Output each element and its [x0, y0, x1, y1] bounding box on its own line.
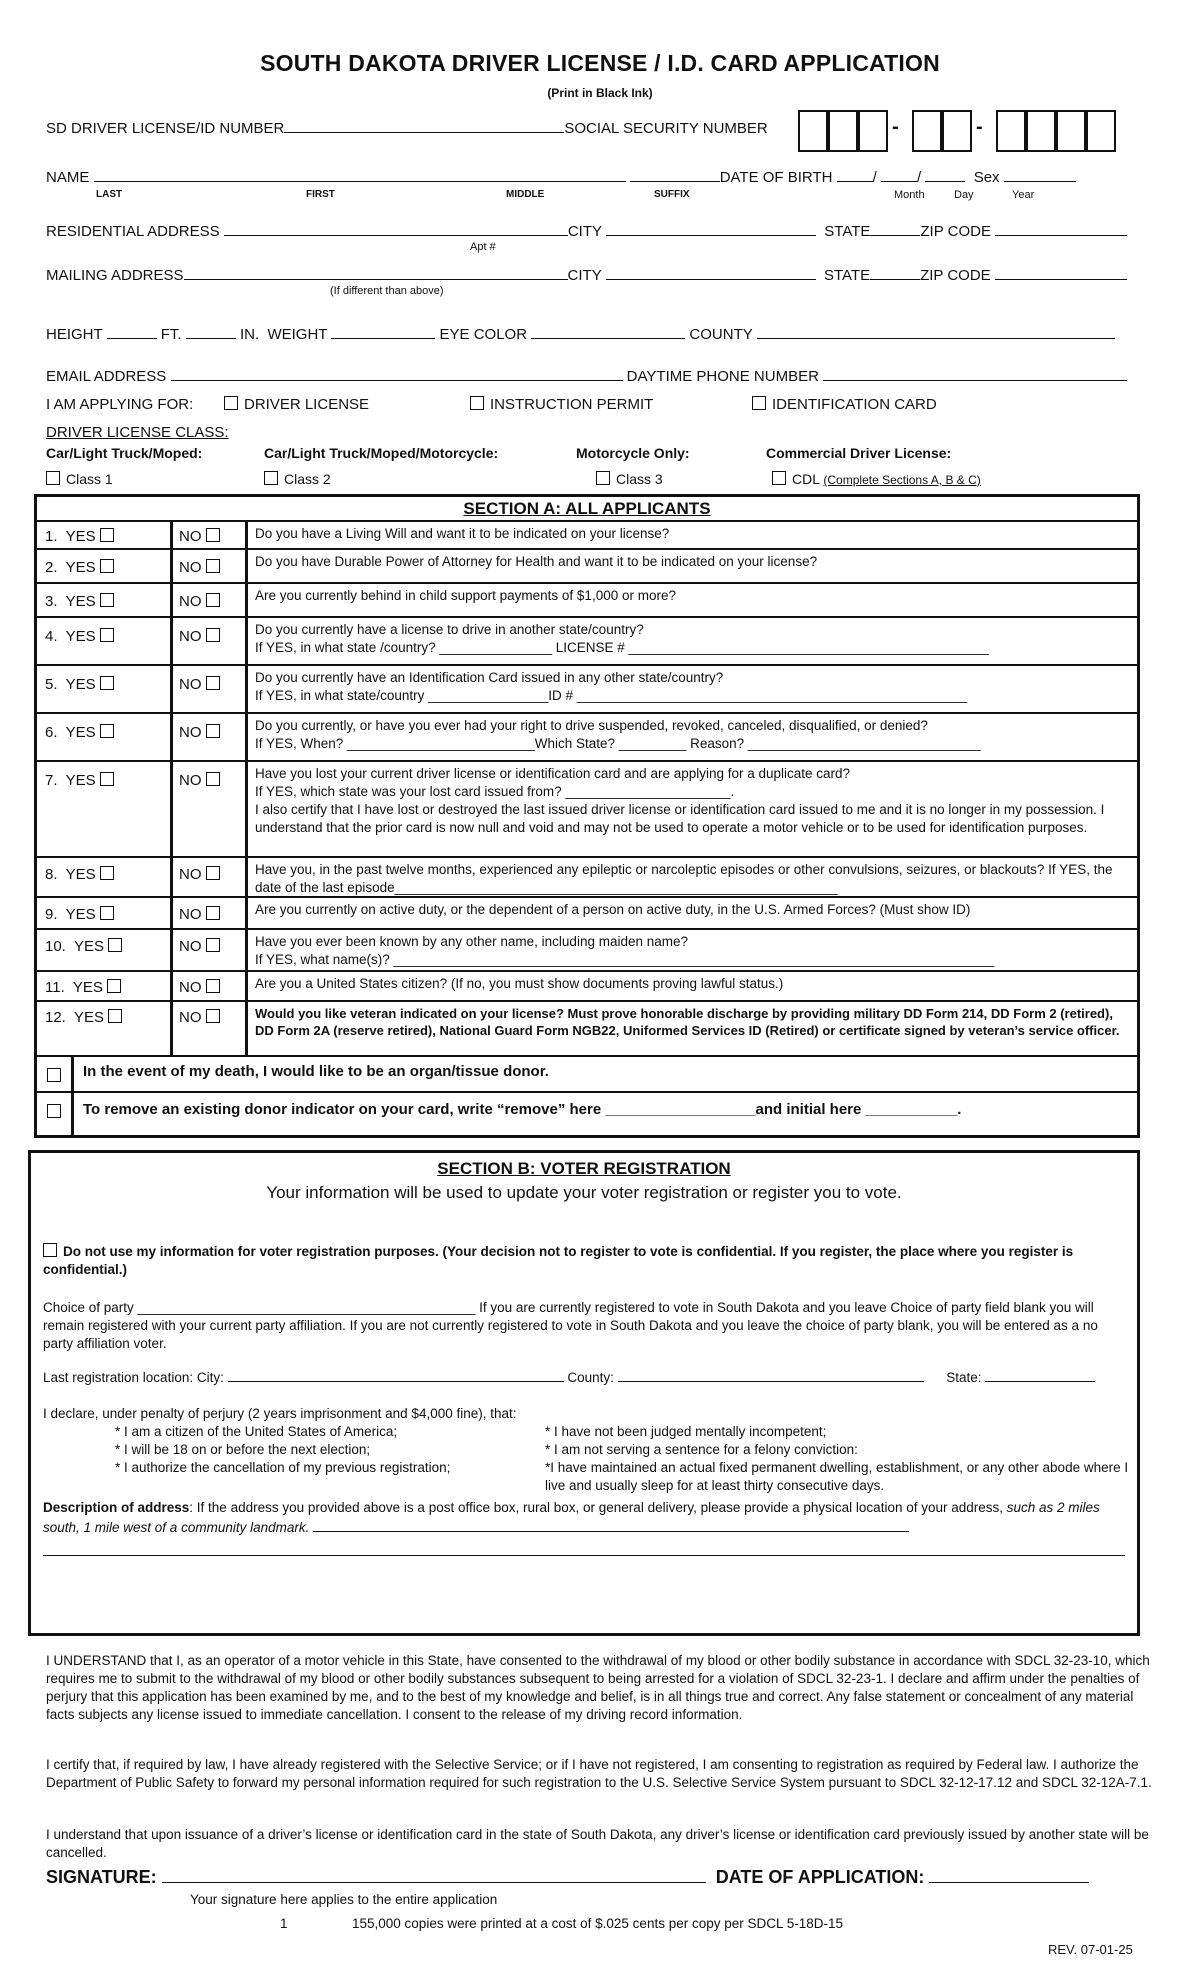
section-a	[34, 494, 1140, 1138]
q10-followup[interactable]: If YES, what name(s)? ________________________________________________________________________________	[255, 952, 995, 967]
checkbox[interactable]	[100, 676, 114, 690]
question-row	[37, 548, 1137, 582]
ssn-digit-box[interactable]	[798, 110, 828, 152]
ssn-label: SOCIAL SECURITY NUMBER	[564, 120, 768, 137]
checkbox[interactable]	[596, 471, 610, 485]
q8-no[interactable]	[179, 866, 226, 883]
checkbox[interactable]	[100, 724, 114, 738]
apply-id-card[interactable]	[752, 396, 937, 413]
q2-number: 2.	[45, 559, 58, 576]
ssn-digit-box[interactable]	[858, 110, 888, 152]
last-reg-city-label: City:	[196, 1370, 224, 1385]
declaration-intro: I declare, under penalty of perjury (2 years imprisonment and $4,000 fine), that:	[43, 1406, 517, 1421]
ssn-digit-box[interactable]	[1086, 110, 1116, 152]
question-row	[37, 520, 1137, 548]
dob-label: DATE OF BIRTH	[719, 169, 833, 186]
checkbox[interactable]	[100, 906, 114, 920]
ft-label: FT.	[160, 326, 182, 343]
checkbox[interactable]	[108, 938, 122, 952]
q7-number: 7.	[45, 772, 58, 789]
no-label: NO	[179, 1009, 202, 1026]
yes-label: YES	[72, 979, 103, 996]
last-reg-county-label: County:	[567, 1370, 614, 1385]
q5-no[interactable]	[179, 676, 226, 693]
checkbox[interactable]	[108, 1009, 122, 1023]
contact-row	[46, 366, 1127, 385]
last-reg-label: Last registration location:	[43, 1370, 194, 1385]
declaration-left	[115, 1423, 535, 1477]
checkbox[interactable]	[772, 471, 786, 485]
question-row	[37, 760, 1137, 856]
q8-number: 8.	[45, 866, 58, 883]
height-label: HEIGHT	[46, 326, 103, 343]
checkbox[interactable]	[206, 906, 220, 920]
apply-driver-license[interactable]	[224, 396, 369, 413]
last-reg-state-input[interactable]	[985, 1367, 1095, 1382]
q12-text: Would you like veteran indicated on your license? Must prove honorable discharge by providing military DD Form 214, DD Form 2 (retired), DD Form 2A (reserve retired), National Guard Form NGB22, Uniformed Services ID (Retired) or certificate signed by veteran’s service officer.	[255, 1006, 1120, 1038]
zip-label: ZIP CODE	[920, 223, 991, 240]
eye-color-label: EYE COLOR	[439, 326, 528, 343]
license-number-label: SD DRIVER LICENSE/ID NUMBER	[46, 120, 285, 137]
q4-line: Do you currently have a license to drive in another state/country?	[255, 622, 644, 637]
name-suffix-input[interactable]	[630, 167, 720, 182]
in-label: IN.	[239, 326, 260, 343]
checkbox[interactable]	[206, 528, 220, 542]
ssn-digit-box[interactable]	[1056, 110, 1086, 152]
county-label: COUNTY	[689, 326, 753, 343]
section-b	[28, 1150, 1140, 1636]
section-b-subtitle: Your information will be used to update your voter registration or register you to vote.	[266, 1183, 902, 1202]
voter-opt-out[interactable]	[43, 1243, 1119, 1279]
class3-label: Class 3	[616, 471, 663, 487]
q5-followup[interactable]: If YES, in what state/country ________________ID # ____________________________________________________	[255, 688, 968, 703]
checkbox[interactable]	[100, 559, 114, 573]
form-subtitle: (Print in Black Ink)	[547, 86, 653, 100]
declaration-item: * I have not been judged mentally incompetent;	[545, 1424, 827, 1439]
q5-number: 5.	[45, 676, 58, 693]
q7-text	[255, 765, 1130, 837]
q1-number: 1.	[45, 528, 58, 545]
consent-paragraph: I UNDERSTAND that I, as an operator of a motor vehicle in this State, have consented to the withdrawal of my blood or other bodily substance in accordance with SDCL 32-23-10, which requires me to submit to the withdrawal of my blood or other bodily substances subsequent to being arrested for a violation of SDCL 32-23-1. I declare and affirm under the penalties of perjury that this application has been examined by me, and to the best of my knowledge and belief, is in all things true and correct. Any false statement or concealment of any material facts subjects any license issued to immediate cancellation. I consent to the release of my driving record information.	[46, 1653, 1150, 1722]
physical-row	[46, 324, 1115, 343]
yes-label: YES	[65, 559, 96, 576]
checkbox[interactable]	[206, 866, 220, 880]
q9-text: Are you currently on active duty, or the dependent of a person on active duty, in the U.S. Armed Forces? (Must show ID)	[255, 902, 971, 917]
name-part-suffix: SUFFIX	[654, 189, 690, 200]
no-label: NO	[179, 559, 202, 576]
county-input[interactable]	[757, 324, 1115, 339]
date-of-application-input[interactable]	[929, 1866, 1089, 1883]
q8-text: Have you, in the past twelve months, experienced any epileptic or narcoleptic episodes or other convulsions, seizures, or blackouts? If YES, the date of the last episode___________________________________________________________	[255, 862, 1113, 895]
section-a-title: SECTION A: ALL APPLICANTS	[463, 499, 711, 518]
cdl-note: (Complete Sections A, B & C)	[823, 473, 981, 487]
checkbox[interactable]	[100, 866, 114, 880]
mailing-city-label: CITY	[567, 267, 602, 284]
cdl-label: CDL	[792, 471, 820, 487]
name-row: NAME DATE OF BIRTH / / Sex	[46, 167, 1076, 186]
q8-yes[interactable]	[45, 866, 120, 883]
q1-no[interactable]	[179, 528, 226, 545]
dob-part-year: Year	[1012, 189, 1035, 201]
name-part-last: LAST	[96, 189, 123, 200]
apt-label: Apt #	[470, 241, 496, 253]
weight-input[interactable]	[331, 324, 435, 339]
phone-input[interactable]	[823, 366, 1127, 381]
name-part-middle: MIDDLE	[506, 189, 545, 200]
q12-number: 12.	[45, 1009, 66, 1026]
q9-no[interactable]	[179, 906, 226, 923]
mailing-address-label: MAILING ADDRESS	[46, 267, 184, 284]
name-input[interactable]	[94, 167, 626, 182]
ssn-digit-box[interactable]	[996, 110, 1026, 152]
checkbox[interactable]	[206, 938, 220, 952]
q1-yes[interactable]	[45, 528, 120, 545]
residential-city-input[interactable]	[606, 221, 816, 236]
q11-yes[interactable]	[45, 979, 127, 996]
q6-no[interactable]	[179, 724, 226, 741]
name-label: NAME	[46, 169, 90, 186]
page-number: 1	[280, 1916, 288, 1931]
no-label: NO	[179, 938, 202, 955]
yes-label: YES	[65, 628, 96, 645]
q3-yes[interactable]	[45, 593, 120, 610]
dob-month-input[interactable]	[837, 167, 873, 182]
declaration-item: * I am not serving a sentence for a felony conviction:	[545, 1442, 858, 1457]
voter-opt-out-checkbox[interactable]	[43, 1243, 57, 1257]
declaration-item: *I have maintained an actual fixed permanent dwelling, establishment, or any other abode where I live and usually sleep for at least thirty consecutive days.	[545, 1460, 1129, 1493]
signature-note: Your signature here applies to the entire application	[190, 1892, 498, 1907]
last-reg-county-input[interactable]	[618, 1367, 924, 1382]
height-in-input[interactable]	[186, 324, 236, 339]
license-number-row	[46, 118, 768, 137]
last-reg-state-label: State:	[946, 1370, 982, 1385]
ssn-digit-box[interactable]	[1026, 110, 1056, 152]
question-row	[37, 582, 1137, 616]
q4-no[interactable]	[179, 628, 226, 645]
q2-yes[interactable]	[45, 559, 120, 576]
apply-instruction-permit-label: INSTRUCTION PERMIT	[490, 396, 654, 413]
checkbox[interactable]	[224, 396, 238, 410]
q9-yes[interactable]	[45, 906, 120, 923]
q10-line: Have you ever been known by any other name, including maiden name?	[255, 934, 689, 949]
yes-label: YES	[65, 724, 96, 741]
name-part-first: FIRST	[306, 189, 335, 200]
no-label: NO	[179, 676, 202, 693]
checkbox[interactable]	[100, 772, 114, 786]
apply-driver-license-label: DRIVER LICENSE	[244, 396, 370, 413]
q10-yes[interactable]	[45, 938, 128, 955]
organ-donor-text: In the event of my death, I would like to be an organ/tissue donor.	[83, 1063, 549, 1080]
no-label: NO	[179, 628, 202, 645]
q2-no[interactable]	[179, 559, 226, 576]
sex-input[interactable]	[1004, 167, 1076, 182]
dob-part-day: Day	[954, 189, 974, 201]
remove-donor-row	[37, 1091, 1137, 1135]
declaration-item: * I will be 18 on or before the next election;	[115, 1442, 371, 1457]
q3-text: Are you currently behind in child support payments of $1,000 or more?	[255, 588, 676, 603]
remove-donor-text[interactable]: To remove an existing donor indicator on your card, write “remove” here __________________and initial here ___________.	[83, 1101, 962, 1118]
dob-day-input[interactable]	[881, 167, 917, 182]
no-label: NO	[179, 866, 202, 883]
q7-yes[interactable]	[45, 772, 120, 789]
signature-label: SIGNATURE:	[46, 1867, 157, 1887]
class2-option[interactable]	[264, 471, 331, 487]
q5-yes[interactable]	[45, 676, 120, 693]
dob-part-month: Month	[894, 189, 925, 201]
no-label: NO	[179, 979, 202, 996]
question-row	[37, 1000, 1137, 1055]
applying-label: I AM APPLYING FOR:	[46, 396, 194, 413]
q4-yes[interactable]	[45, 628, 120, 645]
ssn-digit-box[interactable]	[942, 110, 972, 152]
no-label: NO	[179, 593, 202, 610]
sex-label: Sex	[973, 169, 1000, 186]
class1-title: Car/Light Truck/Moped:	[46, 445, 203, 461]
checkbox[interactable]	[100, 593, 114, 607]
organ-donor-checkbox[interactable]	[47, 1068, 61, 1082]
question-row	[37, 970, 1137, 1000]
q3-no[interactable]	[179, 593, 226, 610]
cdl-option[interactable]	[772, 471, 981, 487]
yes-label: YES	[73, 1009, 104, 1026]
last-registration-row	[43, 1367, 1095, 1385]
email-label: EMAIL ADDRESS	[46, 368, 167, 385]
residential-address-row	[46, 221, 1127, 240]
state-label: STATE	[824, 223, 871, 240]
checkbox[interactable]	[206, 559, 220, 573]
address-description-text: : If the address you provided above is a post office box, rural box, or general delivery, please provide a physical location of your address,	[189, 1500, 1007, 1515]
q5-text	[255, 669, 1130, 705]
mailing-state-input[interactable]	[870, 265, 920, 280]
checkbox[interactable]	[206, 593, 220, 607]
checkbox[interactable]	[100, 528, 114, 542]
q11-no[interactable]	[179, 979, 226, 996]
phone-label: DAYTIME PHONE NUMBER	[626, 368, 819, 385]
date-of-application-label: DATE OF APPLICATION:	[715, 1867, 925, 1887]
q7-no[interactable]	[179, 772, 226, 789]
address-description-input-line[interactable]	[43, 1555, 1125, 1556]
q12-yes[interactable]	[45, 1009, 128, 1026]
q2-text: Do you have Durable Power of Attorney for Health and want it to be indicated on your license?	[255, 554, 818, 569]
yes-label: YES	[73, 938, 104, 955]
checkbox[interactable]	[206, 676, 220, 690]
q12-no[interactable]	[179, 1009, 226, 1026]
address-description	[43, 1499, 1123, 1537]
q5-line: Do you currently have an Identification Card issued in any other state/country?	[255, 670, 724, 685]
ssn-separator: -	[892, 116, 899, 138]
mailing-zip-input[interactable]	[995, 265, 1127, 280]
apply-instruction-permit[interactable]	[470, 396, 653, 413]
no-label: NO	[179, 724, 202, 741]
class1-label: Class 1	[66, 471, 113, 487]
q7-line: Have you lost your current driver license or identification card and are applying for a duplicate card?	[255, 766, 851, 781]
height-ft-input[interactable]	[107, 324, 157, 339]
checkbox[interactable]	[206, 979, 220, 993]
q6-number: 6.	[45, 724, 58, 741]
class2-title: Car/Light Truck/Moped/Motorcycle:	[264, 445, 499, 461]
party-choice[interactable]: Choice of party _____________________________________________ If you are currently registered to vote in South Dakota and you leave Choice of party field blank you will remain registered with your current party affiliation. If you are not currently registered to vote in South Dakota and you leave the choice of party blank, you will be entered as a no party affiliation voter.	[43, 1300, 1098, 1351]
organ-donor-row	[37, 1055, 1137, 1091]
yes-label: YES	[65, 676, 96, 693]
city-label: CITY	[567, 223, 602, 240]
form-title: SOUTH DAKOTA DRIVER LICENSE / I.D. CARD APPLICATION	[260, 50, 940, 76]
q6-yes[interactable]	[45, 724, 120, 741]
revision: REV. 07-01-25	[1048, 1942, 1133, 1957]
copies-note: 155,000 copies were printed at a cost of $.025 cents per copy per SDCL 5-18D-15	[352, 1916, 844, 1931]
voter-opt-out-text: Do not use my information for voter registration purposes. (Your decision not to register to vote is confidential. If you register, the place where you register is confidential.)	[43, 1244, 1074, 1277]
license-number-input[interactable]	[284, 118, 564, 133]
no-label: NO	[179, 906, 202, 923]
q7-followup[interactable]: If YES, which state was your lost card issued from? ______________________.	[255, 784, 735, 799]
apply-id-card-label: IDENTIFICATION CARD	[772, 396, 937, 413]
q9-number: 9.	[45, 906, 58, 923]
ssn-digit-box[interactable]	[912, 110, 942, 152]
cancellation-paragraph: I understand that upon issuance of a driver’s license or identification card in the state of South Dakota, any driver’s license or identification card previously issued by another state will be cancelled.	[46, 1827, 1149, 1860]
checkbox[interactable]	[206, 1009, 220, 1023]
class3-option[interactable]	[596, 471, 663, 487]
dob-year-input[interactable]	[925, 167, 965, 182]
question-row	[37, 856, 1137, 896]
ssn-separator: -	[976, 116, 983, 138]
cdl-title: Commercial Driver License:	[766, 445, 952, 461]
remove-donor-checkbox[interactable]	[47, 1104, 61, 1118]
question-row	[37, 896, 1137, 928]
declaration-item: * I authorize the cancellation of my previous registration;	[115, 1460, 451, 1475]
section-b-title: SECTION B: VOTER REGISTRATION	[437, 1159, 731, 1178]
address-description-label: Description of address	[43, 1500, 190, 1515]
residential-address-label: RESIDENTIAL ADDRESS	[46, 223, 220, 240]
q11-text: Are you a United States citizen? (If no, you must show documents proving lawful status.)	[255, 976, 784, 991]
class2-label: Class 2	[284, 471, 331, 487]
checkbox[interactable]	[752, 396, 766, 410]
q6-line: Do you currently, or have you ever had your right to drive suspended, revoked, canceled, disqualified, or denied?	[255, 718, 928, 733]
declaration-item: * I am a citizen of the United States of America;	[115, 1424, 398, 1439]
q4-text	[255, 621, 1130, 657]
declaration-right	[545, 1423, 1135, 1495]
selective-service-paragraph: I certify that, if required by law, I have already registered with the Selective Service; or if I have not registered, I am consenting to registration as required by Federal law. I authorize the Department of Public Safety to forward my personal information required for such registration to the U.S. Selective Service System pursuant to SDCL 32-12-17.12 and SDCL 32-12A-7.1.	[46, 1757, 1152, 1790]
checkbox[interactable]	[100, 628, 114, 642]
signature-input[interactable]	[162, 1866, 706, 1883]
no-label: NO	[179, 772, 202, 789]
yes-label: YES	[65, 593, 96, 610]
email-input[interactable]	[171, 366, 623, 381]
q7-certification: I also certify that I have lost or destroyed the last issued driver license or identification card issued to me and it is no longer in my possession. I understand that the prior card is now null and void and may not be used to operate a motor vehicle or to be used for identification purposes.	[255, 802, 1105, 835]
question-row	[37, 616, 1137, 664]
no-label: NO	[179, 528, 202, 545]
mailing-zip-label: ZIP CODE	[920, 267, 991, 284]
address-description-input[interactable]	[313, 1517, 909, 1532]
mailing-city-input[interactable]	[606, 265, 816, 280]
yes-label: YES	[65, 772, 96, 789]
checkbox[interactable]	[206, 724, 220, 738]
if-different-note: (If different than above)	[330, 285, 444, 297]
residential-state-input[interactable]	[870, 221, 920, 236]
checkbox[interactable]	[264, 471, 278, 485]
license-class-heading: DRIVER LICENSE CLASS:	[46, 424, 229, 441]
mailing-address-row	[46, 265, 1127, 284]
q10-text	[255, 933, 1130, 969]
weight-label: WEIGHT	[267, 326, 328, 343]
checkbox[interactable]	[46, 471, 60, 485]
question-row	[37, 664, 1137, 712]
q6-text	[255, 717, 1130, 753]
ssn-digit-box[interactable]	[828, 110, 858, 152]
q11-number: 11.	[45, 979, 65, 996]
q3-number: 3.	[45, 593, 58, 610]
last-reg-city-input[interactable]	[228, 1367, 564, 1382]
checkbox[interactable]	[470, 396, 484, 410]
checkbox[interactable]	[107, 979, 121, 993]
residential-zip-input[interactable]	[995, 221, 1127, 236]
q10-no[interactable]	[179, 938, 226, 955]
mailing-address-input[interactable]	[184, 265, 568, 280]
class1-option[interactable]	[46, 471, 113, 487]
q1-text: Do you have a Living Will and want it to be indicated on your license?	[255, 526, 670, 541]
q6-followup[interactable]: If YES, When? _________________________Which State? _________ Reason? _______________________________	[255, 736, 981, 751]
checkbox[interactable]	[206, 628, 220, 642]
mailing-state-label: STATE	[823, 267, 871, 284]
q4-number: 4.	[45, 628, 58, 645]
residential-address-input[interactable]	[224, 221, 568, 236]
yes-label: YES	[65, 906, 96, 923]
question-row	[37, 712, 1137, 760]
class3-title: Motorcycle Only:	[576, 445, 690, 461]
checkbox[interactable]	[206, 772, 220, 786]
q4-followup[interactable]: If YES, in what state /country? _______________ LICENSE # ________________________________________________	[255, 640, 989, 655]
q10-number: 10.	[45, 938, 66, 955]
signature-row	[46, 1866, 1089, 1888]
eye-color-input[interactable]	[531, 324, 685, 339]
question-row	[37, 928, 1137, 970]
yes-label: YES	[65, 528, 96, 545]
yes-label: YES	[65, 866, 96, 883]
address-description-example: such as 2 miles south, 1 mile west of a community landmark.	[43, 1500, 1100, 1535]
